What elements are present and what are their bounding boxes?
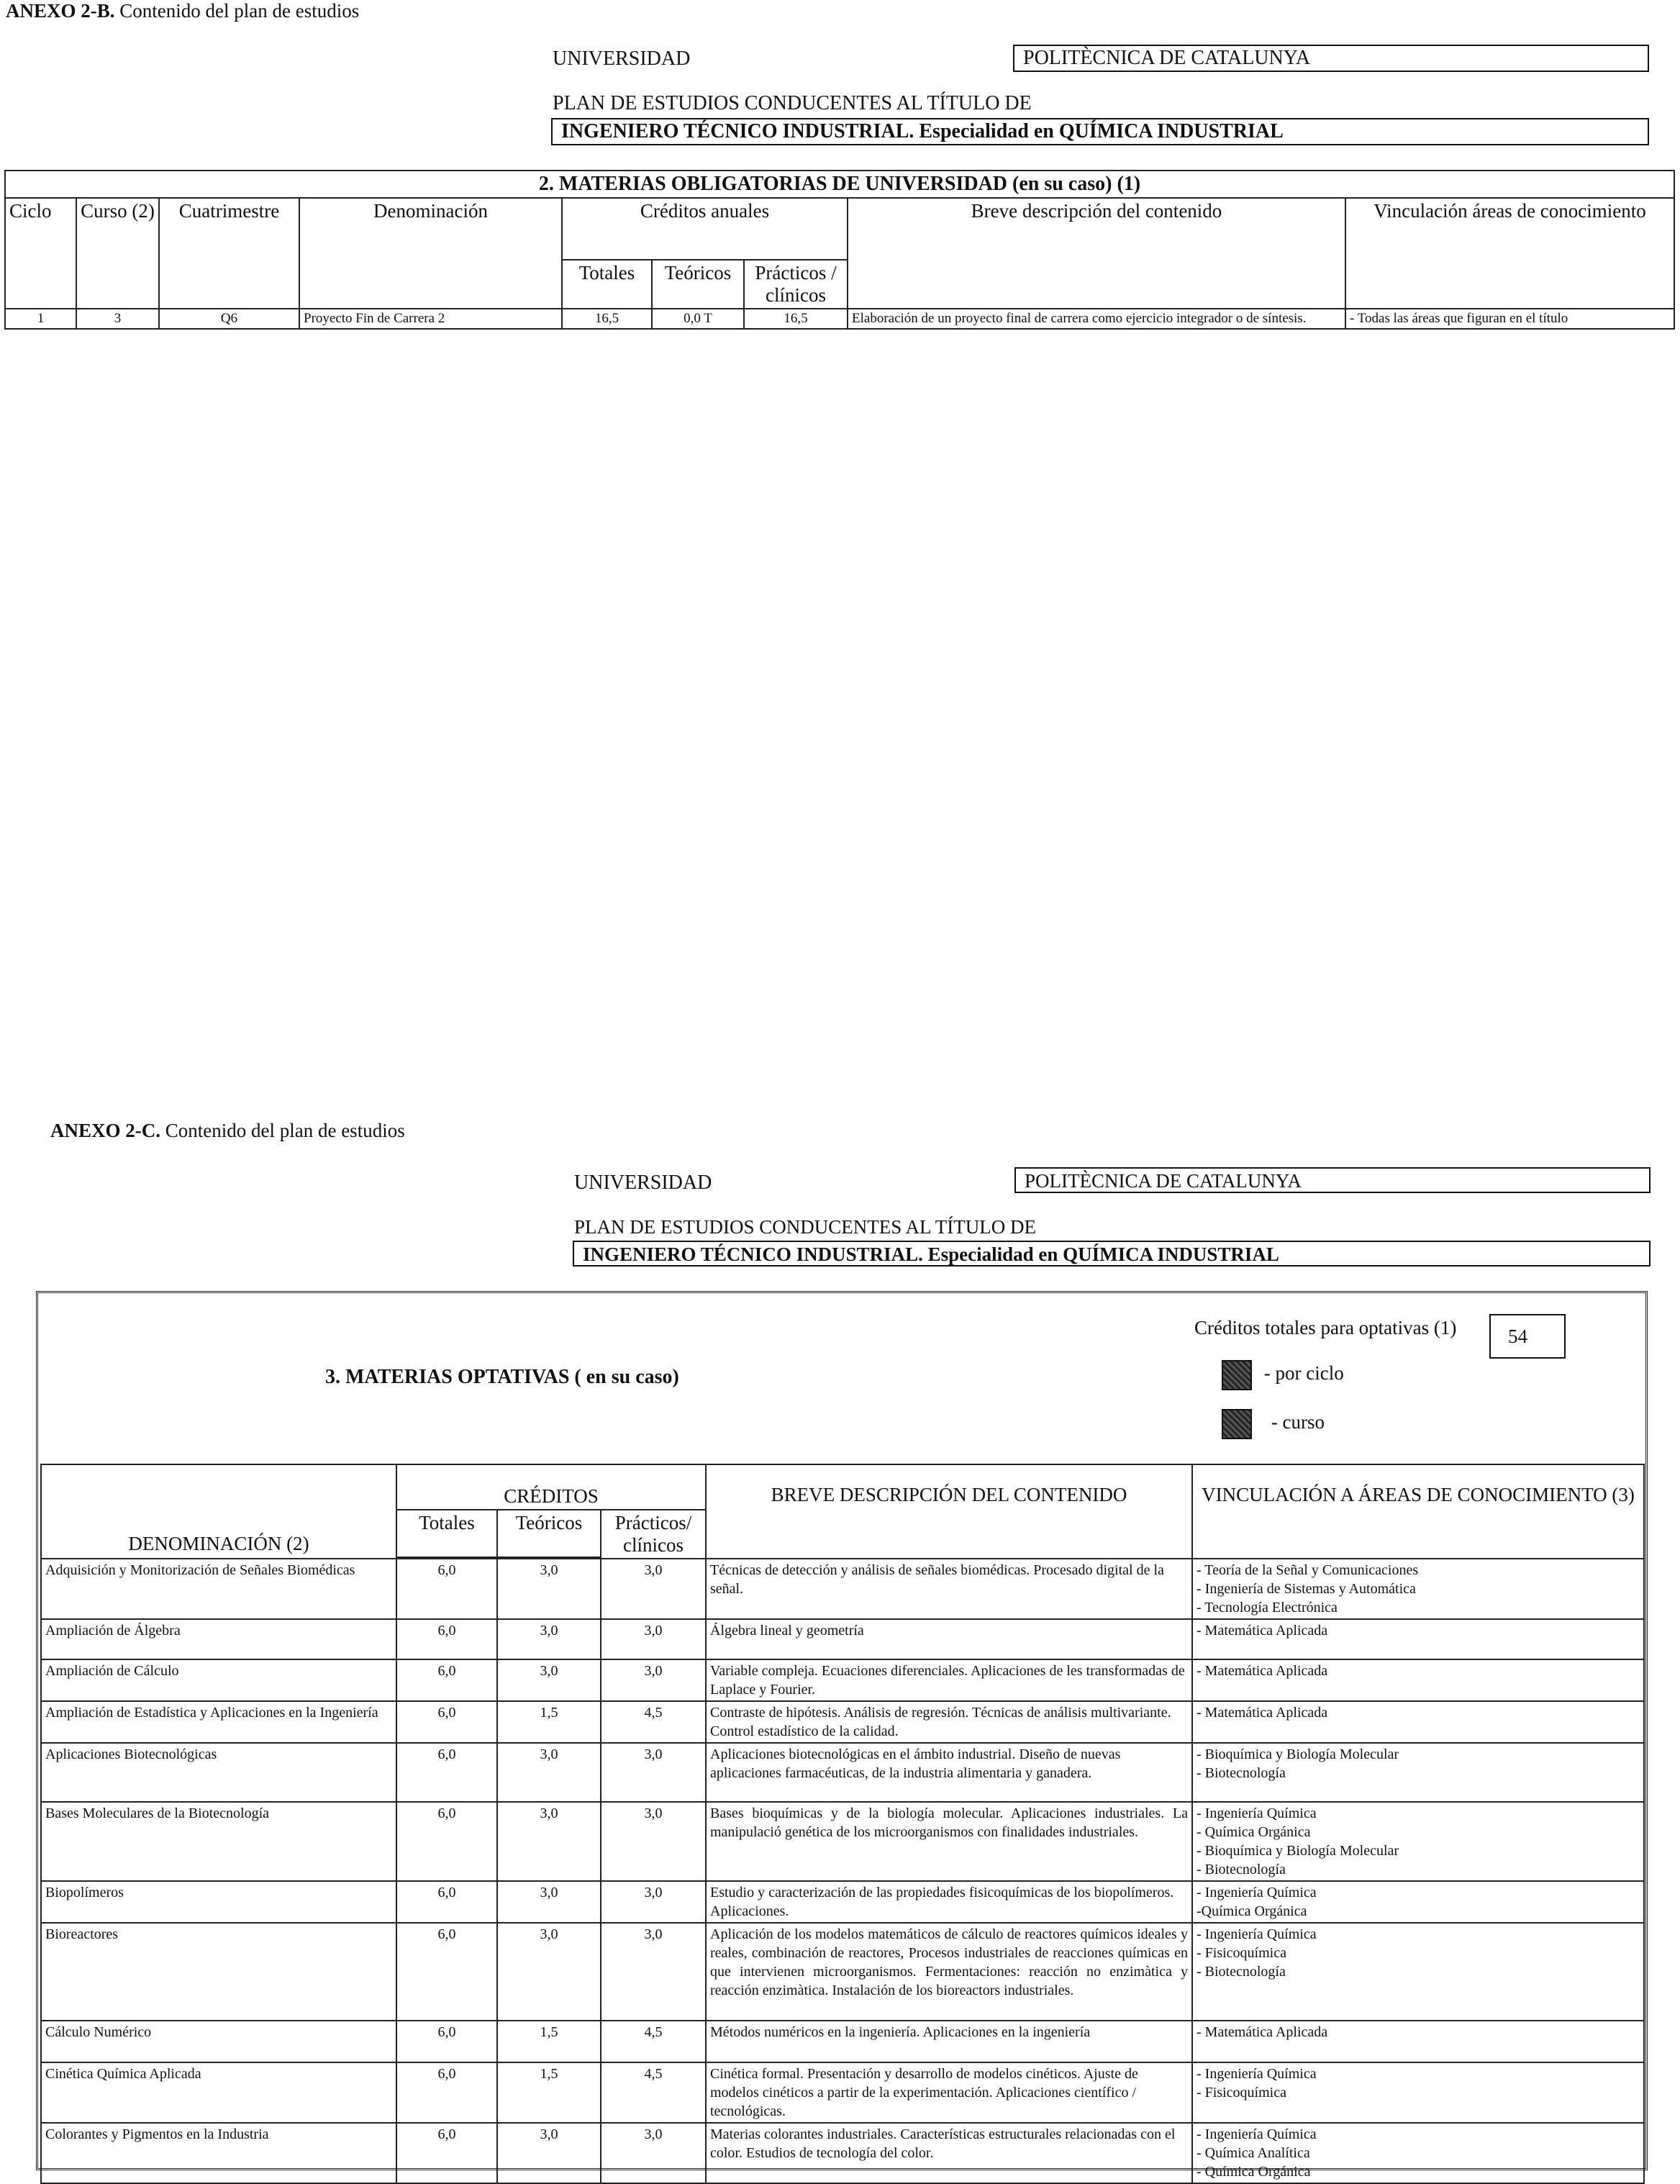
vinculacion-item: - Biotecnología bbox=[1197, 1964, 1286, 1980]
header-totales: Totales bbox=[562, 260, 652, 309]
header-curso: Curso (2) bbox=[76, 198, 159, 309]
cell-teoricos: 1,5 bbox=[497, 2062, 601, 2123]
table-row bbox=[41, 2021, 1644, 2062]
creditos-totales-value: 54 bbox=[1508, 1326, 1527, 1347]
vinculacion-item: - Tecnología Electrónica bbox=[1197, 1600, 1338, 1616]
cell-teoricos: 3,0 bbox=[497, 2123, 601, 2183]
cell-vinculacion: - Todas las áreas que figuran en el título bbox=[1345, 309, 1674, 329]
cell-denominacion: Biopolímeros bbox=[41, 1881, 396, 1923]
cell-practicos: 3,0 bbox=[601, 1802, 706, 1881]
cell-practicos: 3,0 bbox=[601, 1619, 706, 1659]
cell-practicos: 4,5 bbox=[601, 2062, 706, 2123]
cell-practicos: 4,5 bbox=[601, 1701, 706, 1743]
cell-descripcion: Elaboración de un proyecto final de carrera como ejercicio integrador o de síntesis. bbox=[848, 309, 1345, 329]
annex-b-universidad-value: POLITÈCNICA DE CATALUNYA bbox=[1023, 47, 1311, 69]
cell-vinculacion bbox=[1192, 1559, 1644, 1619]
header-creditos-anuales: Créditos anuales bbox=[562, 198, 848, 260]
header-creditos-c: CRÉDITOS bbox=[396, 1464, 706, 1510]
annex-b-title-rest: Contenido del plan de estudios bbox=[114, 0, 360, 22]
cell-vinculacion bbox=[1192, 1802, 1644, 1881]
annex-c-plan-label: PLAN DE ESTUDIOS CONDUCENTES AL TÍTULO DE bbox=[574, 1216, 1036, 1238]
cell-totales: 6,0 bbox=[396, 2021, 497, 2062]
annex-c-plan-box bbox=[573, 1241, 1651, 1267]
cell-totales: 6,0 bbox=[396, 1743, 497, 1802]
table-row bbox=[41, 1743, 1644, 1802]
vinculacion-item: - Fisicoquímica bbox=[1197, 1945, 1286, 1961]
cell-practicos: 16,5 bbox=[744, 309, 848, 329]
header-denominacion: Denominación bbox=[299, 198, 562, 309]
annex-c-title-bold: ANEXO 2-C. bbox=[50, 1120, 160, 1141]
curso-swatch-icon bbox=[1222, 1409, 1252, 1439]
cell-practicos: 3,0 bbox=[601, 1559, 706, 1619]
annex-c-section-title: 3. MATERIAS OPTATIVAS ( en su caso) bbox=[325, 1366, 679, 1388]
cell-totales: 6,0 bbox=[396, 1881, 497, 1923]
cell-denominacion: Adquisición y Monitorización de Señales Biomédicas bbox=[41, 1559, 396, 1619]
curso-label: - curso bbox=[1271, 1411, 1325, 1433]
cell-totales: 6,0 bbox=[396, 2123, 497, 2183]
cell-vinculacion bbox=[1192, 1659, 1644, 1701]
cell-descripcion: Álgebra lineal y geometría bbox=[706, 1619, 1192, 1659]
vinculacion-item: - Matemática Aplicada bbox=[1197, 1663, 1328, 1679]
cell-teoricos: 3,0 bbox=[497, 1923, 601, 2021]
cell-totales: 6,0 bbox=[396, 1559, 497, 1619]
cell-descripcion: Materias colorantes industriales. Características estructurales relacionadas con el color. Estudios de tecnología del color. bbox=[706, 2123, 1192, 2183]
cell-teoricos: 3,0 bbox=[497, 1619, 601, 1659]
header-vinculacion-c: VINCULACIÓN A ÁREAS DE CONOCIMIENTO (3) bbox=[1192, 1464, 1644, 1559]
header-teoricos-c: Teóricos bbox=[497, 1510, 601, 1557]
annex-c-universidad-box bbox=[1014, 1167, 1651, 1193]
header-practicos-c: Prácticos/ clínicos bbox=[601, 1510, 706, 1559]
cell-totales: 6,0 bbox=[396, 1619, 497, 1659]
vinculacion-item: - Ingeniería de Sistemas y Automática bbox=[1197, 1581, 1416, 1597]
cell-teoricos: 0,0 T bbox=[652, 309, 744, 329]
header-teoricos: Teóricos bbox=[652, 260, 744, 309]
cell-totales: 6,0 bbox=[396, 1923, 497, 2021]
cell-vinculacion bbox=[1192, 1619, 1644, 1659]
cell-teoricos: 3,0 bbox=[497, 1881, 601, 1923]
cell-practicos: 3,0 bbox=[601, 2123, 706, 2183]
cell-vinculacion bbox=[1192, 1701, 1644, 1743]
annex-b-plan-box bbox=[551, 118, 1649, 145]
cell-totales: 16,5 bbox=[562, 309, 652, 329]
cell-practicos: 3,0 bbox=[601, 1881, 706, 1923]
cell-denominacion: Bases Moleculares de la Biotecnología bbox=[41, 1802, 396, 1881]
cell-denominacion: Ampliación de Estadística y Aplicaciones en la Ingeniería bbox=[41, 1701, 396, 1743]
cell-teoricos: 1,5 bbox=[497, 2021, 601, 2062]
annex-c-table bbox=[40, 1464, 1645, 2184]
cell-descripcion: Bases bioquímicas y de la biología molecular. Aplicaciones industriales. La manipulació genética de los microorganismos con finalidades industriales. bbox=[706, 1802, 1192, 1881]
header-vinculacion: Vinculación áreas de conocimiento bbox=[1345, 198, 1674, 309]
table-row bbox=[41, 1923, 1644, 2021]
vinculacion-item: - Bioquímica y Biología Molecular bbox=[1197, 1843, 1399, 1859]
cell-descripcion: Métodos numéricos en la ingeniería. Aplicaciones en la ingeniería bbox=[706, 2021, 1192, 2062]
cell-vinculacion bbox=[1192, 1743, 1644, 1802]
cell-teoricos: 1,5 bbox=[497, 1701, 601, 1743]
cell-denominacion: Aplicaciones Biotecnológicas bbox=[41, 1743, 396, 1802]
cell-denominacion: Cinética Química Aplicada bbox=[41, 2062, 396, 2123]
cell-practicos: 4,5 bbox=[601, 2021, 706, 2062]
vinculacion-item: - Química Analítica bbox=[1197, 2145, 1310, 2161]
cell-teoricos: 3,0 bbox=[497, 1802, 601, 1881]
table-row bbox=[41, 1881, 1644, 1923]
annex-c-title bbox=[50, 1120, 405, 1142]
vinculacion-item: - Química Orgánica bbox=[1197, 2164, 1311, 2180]
curso-row bbox=[1222, 1409, 1325, 1439]
cell-totales: 6,0 bbox=[396, 1802, 497, 1881]
table-row bbox=[41, 2123, 1644, 2183]
header-cuatrimestre: Cuatrimestre bbox=[159, 198, 299, 309]
table-row bbox=[41, 1619, 1644, 1659]
cell-descripcion: Aplicaciones biotecnológicas en el ámbito industrial. Diseño de nuevas aplicaciones farmacéuticas, de la industria alimentaria y ganadera. bbox=[706, 1743, 1192, 1802]
annex-b-universidad-label: UNIVERSIDAD bbox=[553, 47, 691, 70]
annex-c-plan-value: INGENIERO TÉCNICO INDUSTRIAL. Especialidad en QUÍMICA INDUSTRIAL bbox=[583, 1243, 1279, 1265]
cell-practicos: 3,0 bbox=[601, 1659, 706, 1701]
vinculacion-item: - Ingeniería Química bbox=[1197, 1805, 1317, 1821]
cell-denominacion: Ampliación de Álgebra bbox=[41, 1619, 396, 1659]
table-row bbox=[41, 1659, 1644, 1701]
cell-teoricos: 3,0 bbox=[497, 1559, 601, 1619]
annex-c-title-rest: Contenido del plan de estudios bbox=[160, 1120, 405, 1141]
por-ciclo-label: - por ciclo bbox=[1263, 1362, 1344, 1385]
vinculacion-item: - Matemática Aplicada bbox=[1197, 1623, 1328, 1639]
vinculacion-item: - Biotecnología bbox=[1197, 1765, 1286, 1781]
vinculacion-item: - Ingeniería Química bbox=[1197, 2126, 1317, 2142]
header-descripcion: Breve descripción del contenido bbox=[848, 198, 1345, 309]
annex-c-universidad-label: UNIVERSIDAD bbox=[574, 1172, 712, 1194]
vinculacion-item: -Química Orgánica bbox=[1197, 1903, 1307, 1919]
vinculacion-item: - Fisicoquímica bbox=[1197, 2085, 1286, 2101]
header-descripcion-c: BREVE DESCRIPCIÓN DEL CONTENIDO bbox=[706, 1464, 1192, 1559]
cell-totales: 6,0 bbox=[396, 2062, 497, 2123]
cell-descripcion: Contraste de hipótesis. Análisis de regresión. Técnicas de análisis multivariante. Control estadístico de la calidad. bbox=[706, 1701, 1192, 1743]
cell-practicos: 3,0 bbox=[601, 1743, 706, 1802]
annex-b-universidad-box bbox=[1013, 45, 1649, 72]
annex-b-table-title: 2. MATERIAS OBLIGATORIAS DE UNIVERSIDAD (en su caso) (1) bbox=[5, 171, 1674, 198]
vinculacion-item: - Ingeniería Química bbox=[1197, 1926, 1317, 1942]
cell-vinculacion bbox=[1192, 1881, 1644, 1923]
cell-vinculacion bbox=[1192, 2062, 1644, 2123]
vinculacion-item: - Teoría de la Señal y Comunicaciones bbox=[1197, 1562, 1419, 1578]
table-row bbox=[5, 309, 1674, 329]
header-ciclo: Ciclo bbox=[5, 198, 76, 309]
cell-practicos: 3,0 bbox=[601, 1923, 706, 2021]
annex-b-plan-value: INGENIERO TÉCNICO INDUSTRIAL. Especialidad en QUÍMICA INDUSTRIAL bbox=[561, 120, 1284, 142]
vinculacion-item: - Ingeniería Química bbox=[1197, 2066, 1317, 2082]
header-practicos: Prácticos / clínicos bbox=[744, 260, 848, 309]
annex-b-title-bold: ANEXO 2-B. bbox=[6, 0, 115, 22]
cell-denominacion: Colorantes y Pigmentos en la Industria bbox=[41, 2123, 396, 2183]
cell-descripcion: Aplicación de los modelos matemáticos de cálculo de reactores químicos ideales y reales, combinación de reactores, Procesos industriales de reacciones químicas en que intervienen microorganismos. Fermentaciones: reacción no enzimàtica y reacción enzimàtica. Instalación de los bioreactors industriales. bbox=[706, 1923, 1192, 2021]
cell-teoricos: 3,0 bbox=[497, 1743, 601, 1802]
table-row bbox=[41, 1559, 1644, 1619]
cell-denominacion: Bioreactores bbox=[41, 1923, 396, 2021]
header-totales-c: Totales bbox=[396, 1510, 497, 1557]
table-row bbox=[41, 1701, 1644, 1743]
cell-descripcion: Cinética formal. Presentación y desarrollo de modelos cinéticos. Ajuste de modelos cinéticos a partir de la experimentación. Aplicaciones científico / tecnológicas. bbox=[706, 2062, 1192, 2123]
cell-denominacion: Cálculo Numérico bbox=[41, 2021, 396, 2062]
vinculacion-item: - Matemática Aplicada bbox=[1197, 1705, 1328, 1721]
cell-cuatrimestre: Q6 bbox=[159, 309, 299, 329]
cell-totales: 6,0 bbox=[396, 1701, 497, 1743]
table-row bbox=[41, 2062, 1644, 2123]
annex-b-table bbox=[4, 170, 1675, 330]
cell-denominacion: Proyecto Fin de Carrera 2 bbox=[299, 309, 562, 329]
creditos-totales-label: Créditos totales para optativas (1) bbox=[1194, 1317, 1457, 1338]
cell-descripcion: Variable compleja. Ecuaciones diferenciales. Aplicaciones de les transformadas de Laplace y Fourier. bbox=[706, 1659, 1192, 1701]
cell-denominacion: Ampliación de Cálculo bbox=[41, 1659, 396, 1701]
vinculacion-item: - Matemática Aplicada bbox=[1197, 2024, 1328, 2040]
por-ciclo-swatch-icon bbox=[1222, 1360, 1252, 1390]
vinculacion-item: - Ingeniería Química bbox=[1197, 1885, 1317, 1900]
cell-teoricos: 3,0 bbox=[497, 1659, 601, 1701]
cell-totales: 6,0 bbox=[396, 1659, 497, 1701]
cell-vinculacion bbox=[1192, 2021, 1644, 2062]
por-ciclo-row bbox=[1222, 1360, 1344, 1390]
annex-b-plan-label: PLAN DE ESTUDIOS CONDUCENTES AL TÍTULO DE bbox=[553, 92, 1032, 114]
creditos-totales-box bbox=[1489, 1314, 1566, 1359]
vinculacion-item: - Bioquímica y Biología Molecular bbox=[1197, 1746, 1399, 1762]
cell-ciclo: 1 bbox=[5, 309, 76, 329]
header-denominacion-c: DENOMINACIÓN (2) bbox=[41, 1464, 396, 1559]
table-row bbox=[41, 1802, 1644, 1881]
cell-vinculacion bbox=[1192, 2123, 1644, 2183]
vinculacion-item: - Química Orgánica bbox=[1197, 1824, 1311, 1840]
cell-descripcion: Estudio y caracterización de las propiedades fisicoquímicas de los biopolímeros. Aplicaciones. bbox=[706, 1881, 1192, 1923]
annex-b-title bbox=[6, 0, 359, 22]
cell-descripcion: Técnicas de detección y análisis de señales biomédicas. Procesado digital de la señal. bbox=[706, 1559, 1192, 1619]
annex-c-universidad-value: POLITÈCNICA DE CATALUNYA bbox=[1025, 1170, 1302, 1192]
cell-curso: 3 bbox=[76, 309, 159, 329]
vinculacion-item: - Biotecnología bbox=[1197, 1862, 1286, 1877]
cell-vinculacion bbox=[1192, 1923, 1644, 2021]
